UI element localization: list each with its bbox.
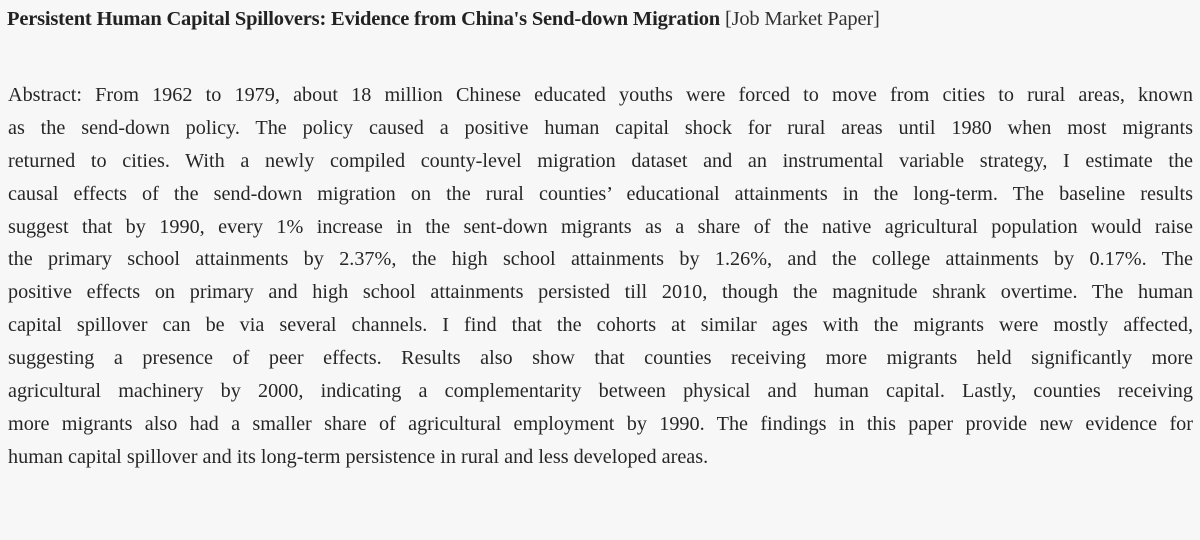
paper-tag: [Job Market Paper] — [724, 8, 880, 30]
abstract-line: as the send-down policy. The policy caused a positive human capital shock for rural areas until 1980 when most migrants — [8, 116, 1193, 139]
abstract-line: suggest that by 1990, every 1% increase in the sent-down migrants as a share of the native agricultural population would raise — [8, 215, 1193, 238]
abstract-line: human capital spillover and its long-term persistence in rural and less developed areas. — [8, 445, 709, 468]
paper-title: Persistent Human Capital Spillovers: Evidence from China's Send-down Migration — [7, 8, 720, 30]
abstract-line: capital spillover can be via several channels. I find that the cohorts at similar ages with the migrants were mostly affected, — [8, 314, 1193, 337]
abstract-line: causal effects of the send-down migration on the rural counties’ educational attainments in the long-term. The baseline results — [8, 182, 1193, 205]
paper-title-row — [7, 4, 880, 34]
abstract-line: more migrants also had a smaller share of agricultural employment by 1990. The findings in this paper provide new evidence for — [8, 412, 1193, 435]
abstract — [8, 79, 1193, 474]
abstract-line: positive effects on primary and high school attainments persisted till 2010, though the magnitude shrank overtime. The human — [8, 281, 1193, 304]
abstract-line: the primary school attainments by 2.37%, the high school attainments by 1.26%, and the college attainments by 0.17%. The — [8, 248, 1193, 271]
abstract-line: agricultural machinery by 2000, indicating a complementarity between physical and human capital. Lastly, counties receiving — [8, 380, 1193, 403]
abstract-line: returned to cities. With a newly compiled county-level migration dataset and an instrumental variable strategy, I estimate the — [8, 149, 1193, 172]
abstract-line: Abstract: From 1962 to 1979, about 18 million Chinese educated youths were forced to move from cities to rural areas, known — [8, 84, 1193, 106]
abstract-line: suggesting a presence of peer effects. Results also show that counties receiving more migrants held significantly more — [8, 347, 1193, 370]
